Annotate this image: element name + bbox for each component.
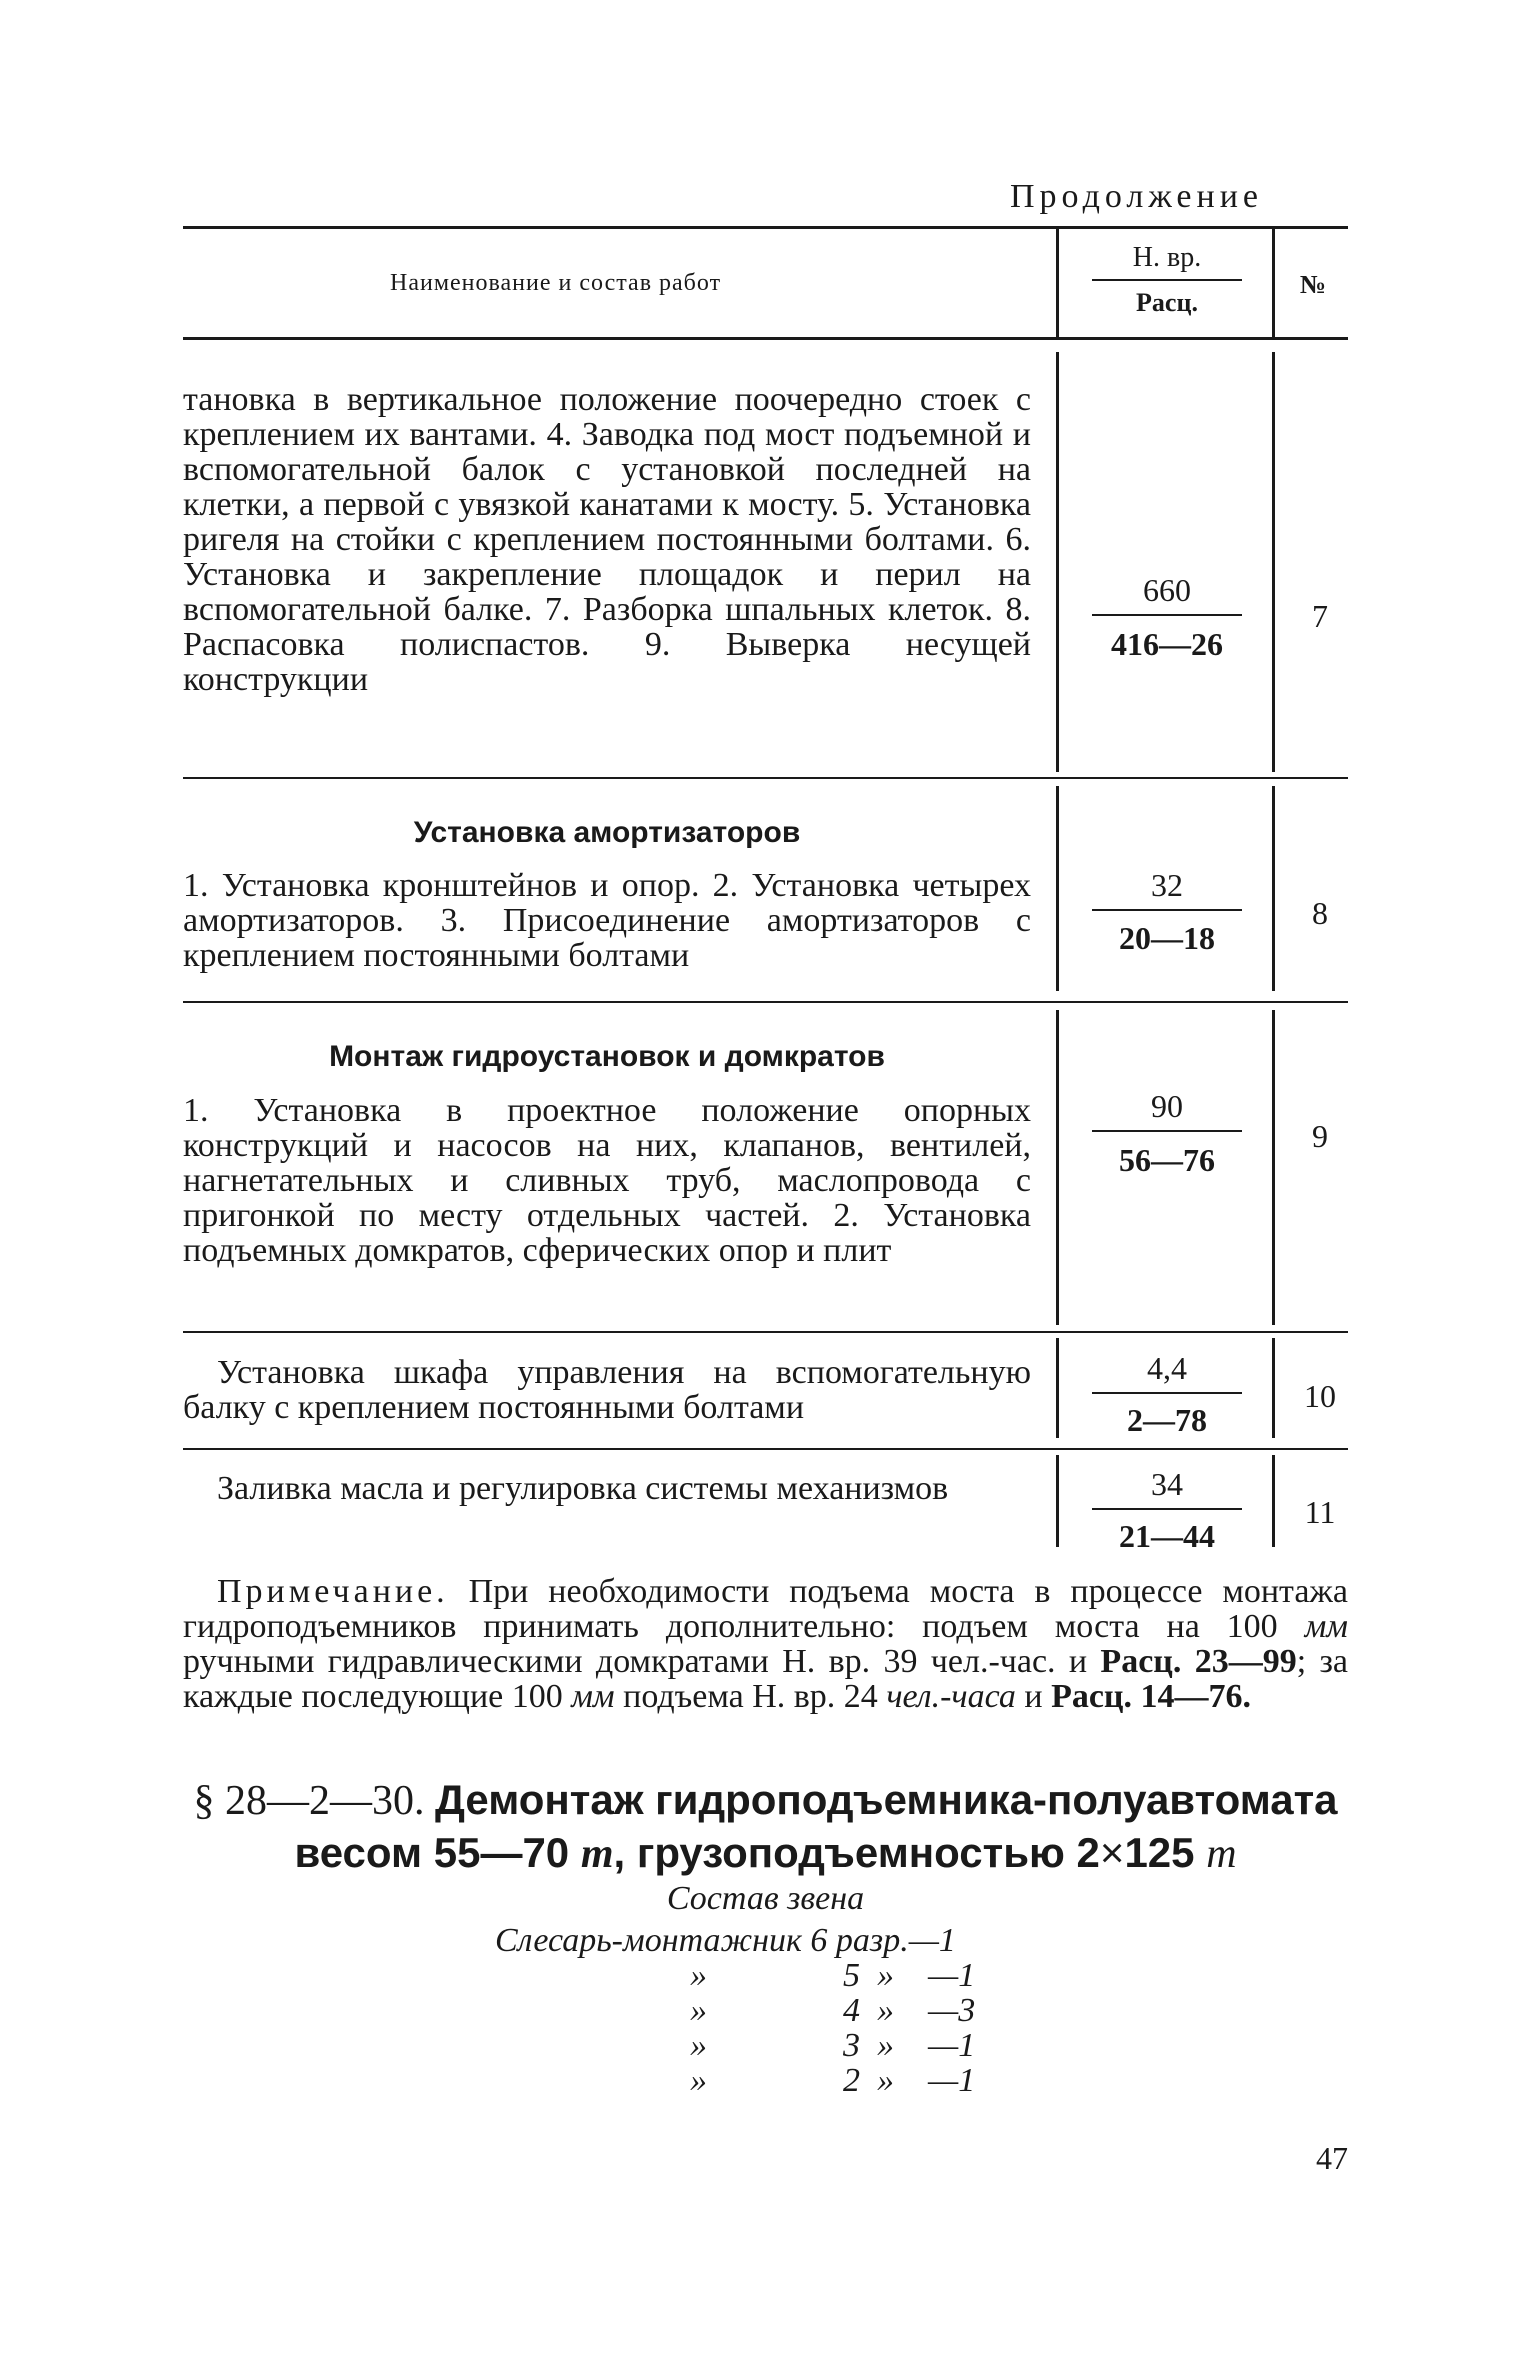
row-rate: 2—78 [1127, 1402, 1207, 1438]
times-symbol: × [1099, 1829, 1125, 1876]
crew-line: Слесарь-монтажник 6 разр.—1 [495, 1922, 956, 1959]
note-rate: Расц. 23—99 [1100, 1643, 1297, 1680]
section-symbol: § [193, 1778, 215, 1824]
crew-line: » 4 » —3 [690, 1992, 976, 2029]
note-text: ; за каждые последующие 100 [183, 1643, 1348, 1715]
header-rate: Расц. [1136, 288, 1198, 317]
column-rule-1 [1056, 1010, 1059, 1325]
crew-heading: Состав звена [666, 1880, 865, 1917]
continuation-label: Продолжение [1010, 178, 1264, 215]
crew-line: » 3 » —1 [690, 2027, 976, 2064]
row-divider [1092, 614, 1242, 616]
column-rule-1 [1056, 1338, 1059, 1438]
section-unit: т [1206, 1831, 1237, 1877]
row-title: Монтаж гидроустановок и домкратов [329, 1040, 885, 1073]
row-separator [183, 777, 1348, 779]
column-rule-2 [1272, 226, 1275, 337]
row-norm: 4,4 [1147, 1350, 1187, 1386]
row-norm: 32 [1151, 867, 1183, 903]
page-number: 47 [1316, 2140, 1348, 2176]
crew-line: » 5 » —1 [690, 1957, 976, 1994]
column-rule-1 [1056, 226, 1059, 337]
column-rule-2 [1272, 786, 1275, 991]
row-separator [183, 1001, 1348, 1003]
column-rule-1 [1056, 786, 1059, 991]
row-divider [1092, 1130, 1242, 1132]
table-top-rule [183, 226, 1348, 229]
note-rate: Расц. 14—76. [1051, 1678, 1252, 1715]
section-heading [183, 1774, 1348, 1880]
note-text: и [1015, 1678, 1052, 1715]
row-divider [1092, 1508, 1242, 1510]
row-number: 7 [1312, 598, 1328, 634]
row-divider [1092, 1392, 1242, 1394]
section-title: Демонтаж гидроподъемника-полуавтомата [434, 1776, 1338, 1823]
column-rule-1 [1056, 1455, 1059, 1547]
crew-line: » 2 » —1 [690, 2062, 976, 2099]
column-rule-2 [1272, 352, 1275, 772]
note-text: При необходимости подъема моста в процессе монтажа гидроподъемников принимать дополнительно: подъем моста на 100 [183, 1573, 1348, 1645]
section-title: весом 55—70 [294, 1829, 581, 1876]
section-heading-line-2 [183, 1827, 1348, 1880]
row-divider [1092, 909, 1242, 911]
column-rule-2 [1272, 1455, 1275, 1547]
section-unit: т [580, 1831, 614, 1877]
row-norm: 90 [1151, 1088, 1183, 1124]
row-number: 8 [1312, 895, 1328, 931]
column-rule-1 [1056, 352, 1059, 772]
note-label: Примечание. [217, 1573, 449, 1610]
row-norm: 660 [1143, 572, 1191, 608]
row-rate: 416—26 [1111, 626, 1223, 662]
header-number: № [1299, 270, 1327, 299]
section-heading-line-1 [183, 1774, 1348, 1827]
row-number: 10 [1304, 1378, 1336, 1414]
row-title: Установка амортизаторов [413, 816, 801, 849]
row-number: 9 [1312, 1118, 1328, 1154]
section-title: , грузоподъемностью 2 [613, 1829, 1100, 1876]
row-number: 11 [1304, 1494, 1336, 1530]
row-text: 1. Установка кронштейнов и опор. 2. Установка четырех амортизаторов. 3. Присоединение амортизаторов с креплением постоянными болтами [183, 867, 1031, 974]
header-norm: Н. вр. [1132, 242, 1202, 273]
row-text: 1. Установка в проектное положение опорных конструкций и насосов на них, клапанов, вентилей, нагнетательных и сливных труб, маслопровода с пригонкой по месту отдельных частей. 2. Установка подъемных домкратов, сферических опор и плит [183, 1092, 1031, 1269]
header-divider [1092, 279, 1242, 281]
note-unit: мм [1304, 1608, 1348, 1645]
row-separator [183, 1331, 1348, 1333]
note-text: подъема Н. вр. 24 [614, 1678, 887, 1715]
row-norm: 34 [1151, 1466, 1183, 1502]
row-separator [183, 1448, 1348, 1450]
row-rate: 20—18 [1119, 920, 1215, 956]
row-rate: 56—76 [1119, 1142, 1215, 1178]
header-name-column: Наименование и состав работ [390, 270, 722, 296]
note-text: ручными гидравлическими домкратами Н. вр. 39 чел.-час. и [183, 1643, 1101, 1680]
header-bottom-rule [183, 337, 1348, 340]
section-number: 28—2—30. [224, 1778, 425, 1824]
row-text: Установка шкафа управления на вспомогательную балку с креплением постоянными болтами [183, 1354, 1031, 1426]
column-rule-2 [1272, 1010, 1275, 1325]
note-unit: мм [571, 1678, 615, 1715]
row-text: тановка в вертикальное положение поочередно стоек с креплением их вантами. 4. Заводка под мост подъемной и вспомогательной балок с установкой последней на клетки, а первой с увязкой канатами к мосту. 5. Установка ригеля на стойки с креплением постоянными болтами. 6. Установка и закрепление площадок и перил на вспомогательной балке. 7. Разборка шпальных клеток. 8. Распасовка полиспастов. 9. Выверка несущей конструкции [183, 381, 1031, 698]
row-text: Заливка масла и регулировка системы механизмов [217, 1470, 949, 1507]
column-rule-2 [1272, 1338, 1275, 1438]
note-unit: чел.-часа [886, 1678, 1016, 1715]
row-rate: 21—44 [1119, 1518, 1215, 1554]
section-title: 125 [1124, 1829, 1207, 1876]
note-paragraph [183, 1574, 1348, 1714]
